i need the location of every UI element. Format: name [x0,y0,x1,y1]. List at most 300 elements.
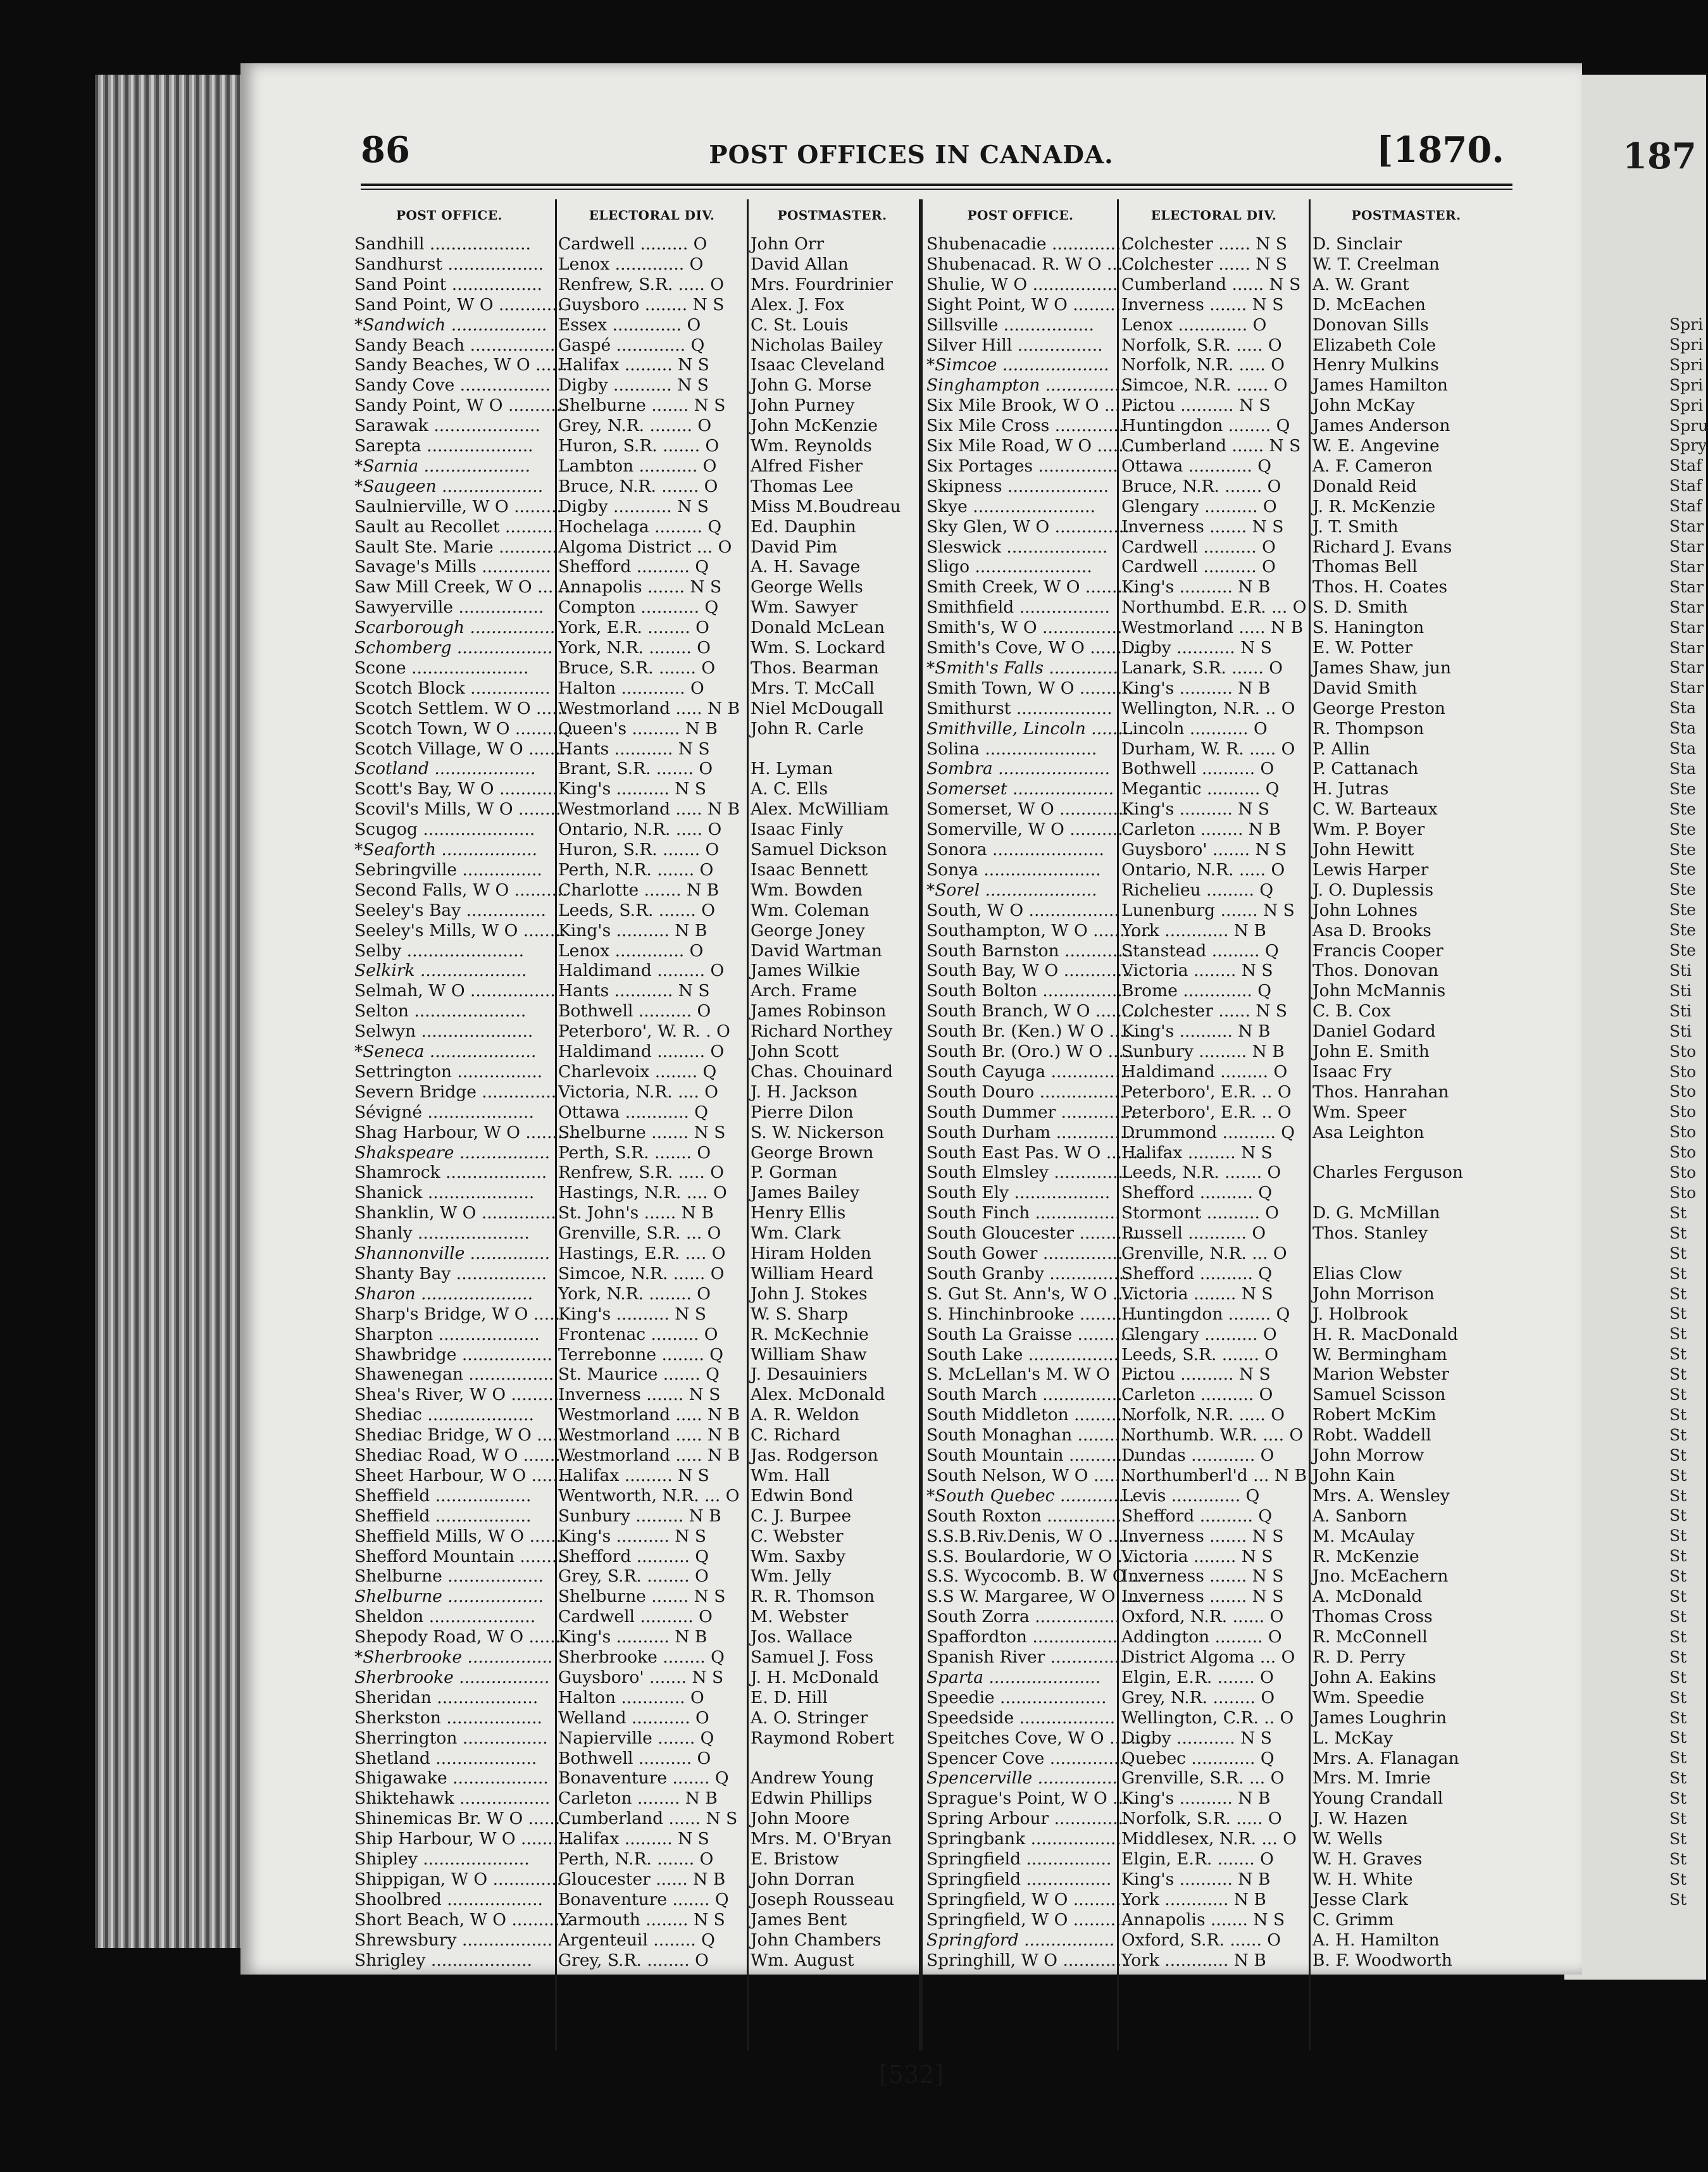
directory-row [926,1587,1515,1607]
directory-row [354,1264,918,1284]
electoral-division: Welland ........... O [558,1707,709,1728]
post-office-name: Somerset ................... [926,779,1114,799]
postmaster-name: George Wells [751,577,863,597]
post-office-name: Shanklin, W O .............. [354,1203,556,1223]
postmaster-name: Wm. Clark [751,1223,841,1244]
directory-row [926,759,1515,779]
electoral-division: York, N.R. ........ O [558,1283,711,1304]
electoral-division: Victoria ........ N S [1121,1546,1273,1566]
directory-row [354,1183,918,1203]
postmaster-name: James Bent [751,1909,847,1930]
postmaster-name: H. Jutras [1312,779,1389,799]
directory-row [354,597,918,618]
directory-row [354,396,918,416]
electoral-division: Sherbrooke ........ Q [558,1647,725,1667]
post-office-name: S.S. Wycocomb. B. W O ...... [926,1566,1164,1587]
post-office-name: South Nelson, W O .......... [926,1465,1147,1485]
directory-row [354,436,918,456]
electoral-division: Leeds, S.R. ....... O [558,900,715,920]
electoral-division: Inverness ....... N S [1121,1587,1284,1607]
postmaster-name: D. G. McMillan [1312,1203,1440,1223]
header-rule-top [361,184,1512,186]
postmaster-name: J. H. McDonald [751,1667,879,1687]
post-office-name: Scotch Village, W O ........ [354,739,571,759]
electoral-division: Argenteuil ........ Q [558,1930,715,1950]
page-year: [1870. [1376,129,1504,171]
post-office-name: South Br. (Oro.) W O ....... [926,1042,1145,1061]
post-office-name: Speedie .................... [926,1687,1107,1707]
electoral-division: Cumberland ...... N S [1121,274,1301,294]
directory-row [926,1466,1515,1486]
postmaster-name: Mrs. M. O'Bryan [751,1829,892,1849]
directory-row [354,355,918,375]
post-office-name: Somerville, W O ............ [926,820,1134,840]
post-office-name: Spaffordton ................ [926,1627,1118,1647]
directory-row [926,1788,1515,1809]
electoral-division: Hastings, E.R. .... O [558,1244,726,1263]
post-office-name: Shinemicas Br. W O ......... [354,1809,577,1829]
directory-row [354,1930,918,1950]
post-office-name: Sonya ...................... [926,859,1101,880]
post-office-name: Smith's, W O ............... [926,618,1123,638]
post-office-name: Shelburne .................. [354,1566,544,1587]
electoral-division: King's .......... N S [558,1526,707,1546]
electoral-division: Grey, N.R. ........ O [558,416,712,436]
post-office-name: Springfield, W O ........... [926,1909,1132,1930]
directory-row [354,1788,918,1809]
postmaster-name: George Preston [1312,698,1445,718]
directory-row [926,820,1515,840]
post-office-name: Shediac .................... [354,1405,534,1425]
postmaster-name: Charles Ferguson [1312,1163,1463,1183]
postmaster-name: W. Bermingham [1312,1344,1447,1364]
electoral-division: Northumbd. E.R. ... O [1121,597,1307,618]
directory-row [354,1627,918,1647]
post-office-name: Shawenegan ................ [354,1364,554,1385]
electoral-division: Wentworth, N.R. ... O [558,1485,740,1506]
postmaster-name: J. O. Duplessis [1312,880,1434,900]
post-office-name: *Sorel ..................... [926,880,1097,900]
electoral-division: Grenville, S.R. ... O [1121,1768,1285,1788]
directory-row [354,1445,918,1466]
postmaster-name: Edwin Phillips [751,1788,873,1809]
directory-row [926,1385,1515,1405]
directory-row [926,1021,1515,1042]
directory-row [354,1668,918,1688]
electoral-division: King's .......... N B [1121,577,1271,597]
electoral-division: Gloucester ...... N B [558,1869,726,1889]
post-office-name: Scott's Bay, W O ........... [354,779,558,799]
electoral-division: Westmorland ..... N B [558,1425,740,1445]
electoral-division: Inverness ....... N S [1121,516,1284,537]
postmaster-name: Isaac Fry [1312,1061,1392,1082]
directory-row [354,699,918,719]
directory-row [354,1284,918,1304]
directory-row [926,1082,1515,1102]
post-office-name: Shamrock ................... [354,1163,547,1183]
post-office-name: South Ely .................. [926,1183,1111,1203]
directory-row [354,1345,918,1365]
post-office-name: Sprague's Point, W O ....... [926,1788,1150,1809]
postmaster-name: Alex. J. Fox [751,294,845,315]
post-office-name: South Bay, W O ............. [926,961,1133,981]
postmaster-name: Pierre Dilon [751,1102,854,1122]
post-office-name: Sandy Cove ................. [354,375,551,396]
electoral-division: Halifax ......... N S [1121,1142,1273,1163]
directory-row [926,981,1515,1001]
electoral-division: Oxford, S.R. ...... O [1121,1930,1281,1950]
post-office-name: *Simcoe .................... [926,355,1109,375]
postmaster-name: Jno. McEachern [1312,1566,1449,1587]
electoral-division: Cardwell .......... O [1121,557,1276,577]
electoral-division: Hants ........... N S [558,739,710,759]
directory-row [354,961,918,981]
electoral-division: Peterboro', E.R. .. O [1121,1082,1292,1102]
electoral-division: Inverness ....... N S [1121,1526,1284,1546]
directory-row [354,517,918,537]
electoral-division: King's .......... N B [1121,1021,1271,1042]
postmaster-name: Wm. Sawyer [751,597,858,618]
postmaster-name: E. Bristow [751,1849,839,1869]
post-office-name: South La Graisse ........... [926,1324,1137,1344]
directory-row [354,1325,918,1345]
postmaster-name: Edwin Bond [751,1485,854,1506]
directory-row [926,1728,1515,1749]
post-office-name: Smithfield ................. [926,597,1110,618]
postmaster-name: Arch. Frame [751,981,857,1001]
electoral-division: Shefford .......... Q [558,1546,709,1566]
post-office-name: Sandhill ................... [354,234,531,254]
postmaster-name: David Allan [751,254,849,274]
directory-row [926,799,1515,820]
electoral-division: Peterboro', W. R. . O [558,1021,730,1042]
electoral-division: Queen's ......... N B [558,718,718,739]
directory-row [926,1364,1515,1385]
post-office-name: Sand Point ................. [354,274,542,294]
post-office-name: Speedside .................. [926,1707,1116,1728]
directory-row [354,638,918,658]
electoral-division: Norfolk, N.R. ..... O [1121,1405,1285,1425]
directory-row [354,1708,918,1728]
postmaster-name: Jos. Wallace [751,1627,853,1647]
directory-row [354,1163,918,1183]
electoral-division: King's .......... N B [1121,678,1271,698]
electoral-division: Yarmouth ........ N S [558,1909,725,1930]
directory-row [354,658,918,678]
electoral-division: Hants ........... N S [558,981,710,1001]
electoral-division: Sunbury ......... N B [558,1506,721,1526]
postmaster-name: C. J. Burpee [751,1506,852,1526]
postmaster-name: Richard J. Evans [1312,537,1452,557]
postmaster-name: C. Richard [751,1425,840,1445]
postmaster-name: Wm. P. Boyer [1312,820,1425,840]
directory-row [926,1627,1515,1647]
postmaster-name: R. R. Thomson [751,1587,875,1607]
electoral-division: Cardwell ......... O [558,234,708,254]
postmaster-name: Mrs. Fourdrinier [751,274,893,294]
post-office-name: Scugog ..................... [354,820,535,840]
electoral-division: Wellington, C.R. .. O [1121,1707,1294,1728]
electoral-division: Halifax ......... N S [558,1465,709,1485]
postmaster-name: Alex. McDonald [751,1385,885,1405]
postmaster-name: Chas. Chouinard [751,1061,893,1082]
directory-row [354,557,918,577]
directory-row [926,1244,1515,1264]
electoral-division: Norfolk, N.R. ..... O [1121,355,1285,375]
post-office-name: South Br. (Ken.) W O ....... [926,1021,1147,1042]
post-office-name: Silver Hill ................ [926,335,1103,355]
postmaster-name: C. B. Cox [1312,1001,1391,1021]
postmaster-name: George Joney [751,920,865,940]
directory-row [926,456,1515,477]
postmaster-name: James Wilkie [751,961,861,981]
post-office-name: Springfield ................ [926,1849,1112,1869]
postmaster-name: Wm. Speedie [1312,1687,1424,1707]
directory-row [926,1345,1515,1365]
postmaster-name: Henry Ellis [751,1203,846,1223]
directory-row [926,699,1515,719]
electoral-division: Lenox ............. O [1121,315,1267,335]
electoral-division: Ottawa ............ Q [1121,456,1271,476]
directory-row [354,497,918,517]
directory-row [926,416,1515,436]
directory-row [926,1869,1515,1890]
directory-row [926,678,1515,699]
directory-row [926,557,1515,577]
postmaster-name: J. H. Jackson [751,1082,858,1102]
post-office-name: Six Portages ............... [926,456,1118,476]
postmaster-name: B. F. Woodworth [1312,1950,1452,1970]
post-office-name: Shippigan, W O ............. [354,1869,563,1889]
directory-row [926,1325,1515,1345]
post-office-name: Sévigné .................... [354,1102,534,1122]
postmaster-name: Samuel Dickson [751,840,887,859]
directory-row [354,1910,918,1930]
postmaster-name: J. R. McKenzie [1312,496,1436,516]
electoral-division: Victoria ........ N S [1121,961,1273,981]
electoral-division: Hastings, N.R. .... O [558,1183,727,1203]
electoral-division: Inverness ....... N S [1121,1566,1284,1587]
directory-row [926,1708,1515,1728]
postmaster-name: C. W. Barteaux [1312,799,1438,820]
header-rule-bottom [361,189,1512,190]
next-page-stub: Spri Spri Spri Spri Spri Spru Spry Staf Staf Staf Star Star Star Star Star Star Star Star Star Sta Sta Sta Sta Ste Ste Ste Ste Ste Ste Ste Ste Ste Sti Sti Sti Sti Sto Sto Sto Sto Sto Sto Sto Sto St St St St St St St St St St St St St St St St St St St St St St St St St St St St St St St St St St St [1669,315,1708,1909]
electoral-division: King's .......... N S [1121,799,1270,820]
postmaster-name: John A. Eakins [1312,1667,1437,1687]
post-office-name: Six Mile Road, W O ......... [926,436,1145,456]
directory-row [926,1486,1515,1506]
postmaster-name: S. W. Nickerson [751,1122,885,1142]
directory-row [354,981,918,1001]
postmaster-name: David Smith [1312,678,1418,698]
electoral-division: York, N.R. ........ O [558,638,711,658]
post-office-name: Sight Point, W O ........... [926,294,1131,315]
postmaster-name: Wm. Hall [751,1465,830,1485]
postmaster-name: Isaac Cleveland [751,355,885,375]
directory-row [926,597,1515,618]
postmaster-name: John Chambers [751,1930,882,1950]
electoral-division: Lambton ........... O [558,456,717,476]
directory-row [926,335,1515,356]
column-header-electoral: ELECTORAL DIV. [1150,208,1277,223]
postmaster-name: Isaac Bennett [751,859,868,880]
post-office-name: Sand Point, W O ............ [354,294,563,315]
postmaster-name: A. W. Grant [1312,274,1409,294]
electoral-division: Halifax ......... N S [558,355,709,375]
post-office-name: Sillsville ................. [926,315,1094,335]
directory-row [354,1950,918,1971]
directory-row [926,1284,1515,1304]
electoral-division: Glengary .......... O [1121,496,1277,516]
postmaster-name: Francis Cooper [1312,940,1443,961]
directory-row [926,234,1515,254]
post-office-name: Second Falls, W O .......... [354,880,568,900]
post-office-name: Shanty Bay ................. [354,1263,547,1283]
postmaster-name: Mrs. A. Flanagan [1312,1748,1459,1768]
electoral-division: Perth, N.R. ....... O [558,1849,714,1869]
postmaster-name: C. Grimm [1312,1909,1394,1930]
postmaster-name: Robert McKim [1312,1405,1437,1425]
post-office-name: Shetland ................... [354,1748,537,1768]
electoral-division: Carleton .......... O [1121,1385,1273,1405]
post-office-name: South East Pas. W O ........ [926,1142,1149,1163]
next-page-number: 187 [1623,135,1697,177]
postmaster-name: Raymond Robert [751,1728,894,1748]
post-office-name: Sarawak .................... [354,416,540,436]
post-office-name: South Elmsley .............. [926,1163,1129,1183]
page-footer: [532] [878,2061,944,2088]
electoral-division: Cumberland ...... N S [558,1809,738,1829]
post-office-name: Sharp's Bridge, W O ........ [354,1304,577,1324]
directory-row [926,880,1515,901]
directory-row [926,1123,1515,1143]
directory-row [354,840,918,860]
post-office-name: Six Mile Brook, W O ........ [926,396,1147,416]
postmaster-name: Young Crandall [1312,1788,1443,1809]
post-office-name: Smith Creek, W O ........... [926,577,1144,597]
postmaster-name: J. Holbrook [1312,1304,1408,1324]
post-office-name: *South Quebec .............. [926,1485,1135,1506]
electoral-division: Digby ........... N S [1121,638,1272,658]
postmaster-name: John G. Morse [751,375,872,396]
postmaster-name: John Purney [751,396,855,416]
postmaster-name: John Kain [1312,1465,1395,1485]
electoral-division: Algoma District ... O [558,537,732,557]
postmaster-name: Samuel Scisson [1312,1385,1446,1405]
postmaster-name: J. Desauiniers [751,1364,868,1385]
postmaster-name: W. H. Graves [1312,1849,1423,1869]
directory-row [926,719,1515,739]
electoral-division: York ............ N B [1121,920,1266,940]
postmaster-name: E. W. Potter [1312,638,1413,658]
postmaster-name: George Brown [751,1142,874,1163]
postmaster-name: M. Webster [751,1607,849,1627]
post-office-name: Shediac Bridge, W O ........ [354,1425,580,1445]
post-office-name: *Smith's Falls ............. [926,658,1118,678]
post-office-name: Sombra ..................... [926,759,1110,779]
directory-row [926,1566,1515,1587]
directory-row [354,1385,918,1405]
postmaster-name: Wm. Reynolds [751,436,872,456]
postmaster-name: Marion Webster [1312,1364,1449,1385]
directory-row [926,1042,1515,1062]
electoral-division: Pictou .......... N S [1121,396,1271,416]
postmaster-name: John J. Stokes [751,1283,868,1304]
post-office-name: Shakspeare ................. [354,1142,551,1163]
electoral-division: Lincoln ........... O [1121,718,1268,739]
directory-row [926,315,1515,335]
postmaster-name: H. Lyman [751,759,833,779]
post-office-name: Sheffield .................. [354,1485,532,1506]
directory-row [354,1869,918,1890]
post-office-name: Scotland ................... [354,759,536,779]
post-office-name: South Douro ................ [926,1082,1125,1102]
post-office-name: Shanly ..................... [354,1223,530,1244]
directory-row [926,1425,1515,1445]
electoral-division: Bonaventure ....... Q [558,1768,729,1788]
postmaster-name: A. McDonald [1312,1587,1423,1607]
electoral-division: Huron, S.R. ....... O [558,840,720,859]
post-office-name: Spring Arbour .............. [926,1809,1129,1829]
postmaster-name: Thos. H. Coates [1312,577,1448,597]
page-title: POST OFFICES IN CANADA. [709,140,1114,170]
post-office-name: Shelburne .................. [354,1587,544,1607]
electoral-division: Compton ........... Q [558,597,719,618]
post-office-name: *Seneca .................... [354,1042,537,1061]
electoral-division: Victoria, N.R. .... O [558,1082,718,1102]
postmaster-name: John McKenzie [751,416,878,436]
postmaster-name: John E. Smith [1312,1042,1430,1061]
post-office-name: Sault au Recollet .......... [354,516,559,537]
post-office-name: Severn Bridge .............. [354,1082,557,1102]
post-office-name: Shoolbred .................. [354,1889,543,1909]
postmaster-name: A. H. Savage [751,557,861,577]
postmaster-name: M. McAulay [1312,1526,1415,1546]
post-office-name: South, W O ................. [926,900,1119,920]
directory-row [926,1506,1515,1526]
electoral-division: Middlesex, N.R. ... O [1121,1829,1297,1849]
electoral-division: Sunbury ......... N B [1121,1042,1285,1061]
electoral-division: Glengary .......... O [1121,1324,1277,1344]
directory-row [926,638,1515,658]
postmaster-name: P. Gorman [751,1163,838,1183]
postmaster-name: Nicholas Bailey [751,335,883,355]
directory-row [926,1223,1515,1244]
post-office-name: South Monaghan ............. [926,1425,1147,1445]
directory-row [354,295,918,315]
electoral-division: Halton ............ O [558,1687,704,1707]
postmaster-name: R. McKechnie [751,1324,869,1344]
electoral-division: Halifax ......... N S [558,1829,709,1849]
directory-row [354,1486,918,1506]
electoral-division: District Algoma ... O [1121,1647,1295,1667]
postmaster-name: W. H. White [1312,1869,1413,1889]
electoral-division: King's .......... N B [1121,1788,1271,1809]
electoral-division: Peterboro', E.R. .. O [1121,1102,1292,1122]
directory-row [354,1849,918,1869]
post-office-name: South Cayuga ............... [926,1061,1131,1082]
postmaster-name: Andrew Young [751,1768,874,1788]
post-office-name: South Zorra ................ [926,1607,1121,1627]
directory-row [354,1001,918,1021]
post-office-name: Selmah, W O ................ [354,981,556,1001]
post-office-name: Sheridan ................... [354,1687,539,1707]
post-office-name: South Gloucester ........... [926,1223,1138,1244]
post-office-name: Selwyn ..................... [354,1021,533,1042]
electoral-division: Megantic .......... Q [1121,779,1280,799]
directory-row [354,1829,918,1849]
postmaster-name: Hiram Holden [751,1244,871,1263]
